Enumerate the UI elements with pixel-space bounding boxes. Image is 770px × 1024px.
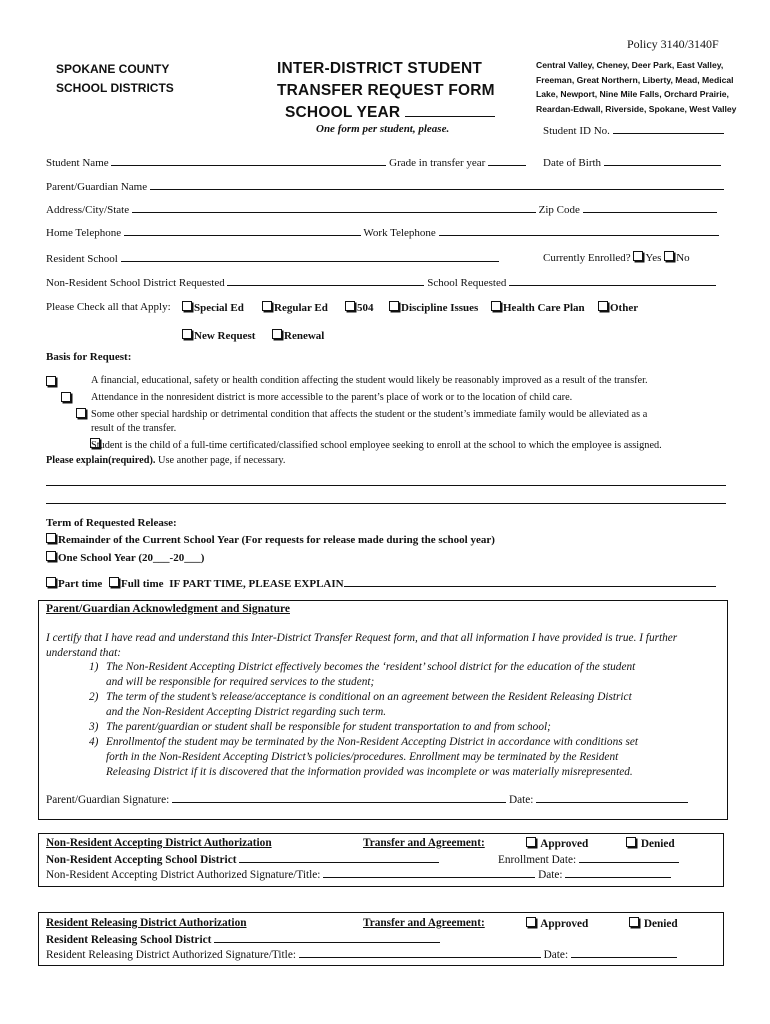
explain-line-2[interactable] — [46, 503, 726, 504]
basis-3-text-cont: result of the transfer. — [91, 423, 177, 434]
part-full-time-row: Part time Full time IF PART TIME, PLEASE EXPLAIN — [46, 576, 716, 590]
resident-school-row — [46, 251, 499, 265]
res-signature-field[interactable] — [299, 947, 541, 958]
currently-enrolled-label: Currently Enrolled? — [543, 252, 631, 264]
apply-option-regular-ed[interactable]: Regular Ed — [262, 301, 328, 314]
nonres-district-field[interactable] — [227, 275, 424, 286]
term-one-year-checkbox[interactable] — [46, 551, 56, 561]
home-phone-label: Home Telephone — [46, 227, 122, 239]
ack-heading: Parent/Guardian Acknowledgment and Signature — [46, 603, 290, 615]
work-phone-label: Work Telephone — [363, 227, 436, 239]
school-requested-field[interactable] — [509, 275, 716, 286]
nonres-signature-row: Non-Resident Accepting District Authorized Signature/Title: Date: — [46, 867, 671, 881]
renewal-option[interactable]: Renewal — [272, 329, 324, 342]
apply-option-health-care[interactable]: Health Care Plan — [491, 301, 585, 314]
basis-3-checkbox[interactable] — [76, 408, 86, 418]
apply-label: Please Check all that Apply: — [46, 301, 171, 313]
apply-option-other[interactable]: Other — [598, 301, 638, 314]
apply-option-discipline[interactable]: Discipline Issues — [389, 301, 478, 314]
basis-2-text: Attendance in the nonresident district is more accessible to the parent’s place of work or to the location of child care. — [91, 392, 573, 403]
parent-signature-label: Parent/Guardian Signature: — [46, 794, 170, 806]
zip-field[interactable] — [583, 202, 717, 213]
nonres-approved-checkbox[interactable] — [526, 837, 536, 847]
res-school-district-field[interactable] — [214, 932, 440, 943]
resident-school-field[interactable] — [121, 251, 499, 262]
basis-3-text: Some other special hardship or detrimental condition that affects the student or the student’s immediate family would be alleviated as a — [91, 409, 648, 420]
part-time-explain-field[interactable] — [344, 576, 716, 587]
student-name-field[interactable] — [111, 155, 386, 166]
res-approved-checkbox[interactable] — [526, 917, 536, 927]
part-time-checkbox[interactable] — [46, 577, 56, 587]
parent-signature-field[interactable] — [172, 792, 506, 803]
explain-note: Please explain(required). Use another page, if necessary. — [46, 455, 286, 466]
enrolled-row — [543, 251, 690, 264]
res-denied-checkbox[interactable] — [629, 917, 639, 927]
address-field[interactable] — [132, 202, 536, 213]
health-care-checkbox[interactable] — [491, 301, 501, 311]
ack-intro: I certify that I have read and understand this Inter-District Transfer Request form, and that all information I have provided is true. I further understand that: — [46, 632, 678, 659]
zip-label: Zip Code — [538, 204, 580, 216]
enrolled-yes-checkbox[interactable] — [633, 251, 643, 261]
nonres-district-label: Non-Resident School District Requested — [46, 277, 225, 289]
new-request-checkbox[interactable] — [182, 329, 192, 339]
basis-heading: Basis for Request: — [46, 351, 132, 363]
student-id-label: Student ID No. — [543, 125, 610, 137]
ack-item-2: 2) The term of the student’s release/acceptance is conditional on an agreement between the Resident Releasing District and the Non-Resident Accepting District regarding such term. — [89, 691, 632, 718]
form-title-line1: INTER-DISTRICT STUDENT — [277, 60, 483, 77]
enrolled-no-checkbox[interactable] — [664, 251, 674, 261]
parent-date-field[interactable] — [536, 792, 688, 803]
dob-label: Date of Birth — [543, 157, 602, 169]
term-heading: Term of Requested Release: — [46, 517, 177, 529]
nonres-transfer-label: Transfer and Agreement: — [363, 837, 485, 849]
school-year-label: SCHOOL YEAR — [285, 104, 401, 121]
parent-signature-row — [46, 792, 688, 806]
org-name-line1: SPOKANE COUNTY — [56, 62, 170, 76]
ack-item-3: 3) The parent/guardian or student shall be responsible for student transportation to and from school; — [89, 721, 551, 733]
student-name-row — [46, 155, 526, 169]
nonres-district-row: Non-Resident Accepting School District — [46, 852, 439, 866]
resident-school-label: Resident School — [46, 253, 118, 265]
grade-field[interactable] — [488, 155, 526, 166]
dob-row — [543, 155, 721, 169]
504-checkbox[interactable] — [345, 301, 355, 311]
nonres-district-row — [46, 275, 716, 289]
parent-name-field[interactable] — [150, 179, 724, 190]
form-subtitle: One form per student, please. — [316, 123, 450, 135]
enrolled-no-label: No — [676, 252, 690, 264]
enrollment-date-row: Enrollment Date: — [498, 852, 679, 866]
res-signature-row: Resident Releasing District Authorized Signature/Title: Date: — [46, 947, 677, 961]
org-name-line2: SCHOOL DISTRICTS — [56, 81, 174, 95]
nonres-signature-field[interactable] — [323, 867, 535, 878]
student-name-label: Student Name — [46, 157, 109, 169]
ack-item-4: 4) Enrollmentof the student may be terminated by the Non-Resident Accepting District in accordance with conditions set forth in the Non-Resident Accepting District’s policies/procedures. Enrollment may be terminated by the Resident Releasing District if it is discovered that the information provided was incomplete or was materially misrepresented. — [89, 736, 639, 778]
nonres-school-district-field[interactable] — [239, 852, 439, 863]
apply-option-504[interactable]: 504 — [345, 301, 374, 314]
discipline-checkbox[interactable] — [389, 301, 399, 311]
term-remainder-option[interactable]: Remainder of the Current School Year (For requests for release made during the school year) — [46, 533, 495, 546]
enrolled-yes-label: Yes — [645, 252, 662, 264]
new-request-option[interactable]: New Request — [182, 329, 255, 342]
enrollment-date-field[interactable] — [579, 852, 679, 863]
ack-list — [46, 660, 726, 780]
nonres-approved-option[interactable]: Approved — [526, 837, 588, 850]
district-list: Central Valley, Cheney, Deer Park, East Valley, Freeman, Great Northern, Liberty, Mead, Medical Lake, Newport, Nine Mile Falls, Orchard Prairie, Reardan-Edwall, Riverside, Spokane, West Valley — [536, 60, 737, 114]
res-heading: Resident Releasing District Authorization — [46, 917, 247, 929]
home-phone-field[interactable] — [124, 225, 361, 236]
nonres-date-field[interactable] — [565, 867, 671, 878]
policy-number: Policy 3140/3140F — [627, 37, 719, 51]
regular-ed-checkbox[interactable] — [262, 301, 272, 311]
nonres-denied-option[interactable]: Denied — [626, 837, 675, 850]
nonres-denied-checkbox[interactable] — [626, 837, 636, 847]
ack-item-1: 1) The Non-Resident Accepting District effectively becomes the ‘resident’ school district for the education of the student and will be responsible for required services to the student; — [89, 661, 636, 688]
parent-name-label: Parent/Guardian Name — [46, 181, 148, 193]
address-label: Address/City/State — [46, 204, 130, 216]
res-district-row: Resident Releasing School District — [46, 932, 440, 946]
basis-1-text: A financial, educational, safety or health condition affecting the student would likely be reasonably improved as a result of the transfer. — [91, 375, 648, 386]
full-time-checkbox[interactable] — [109, 577, 119, 587]
work-phone-field[interactable] — [439, 225, 719, 236]
student-id-row — [543, 123, 724, 137]
term-one-year-option[interactable]: One School Year (20___-20___) — [46, 551, 204, 564]
term-remainder-checkbox[interactable] — [46, 533, 56, 543]
basis-2-checkbox[interactable] — [61, 392, 71, 402]
apply-row — [46, 301, 171, 313]
phone-row — [46, 225, 719, 239]
address-row — [46, 202, 717, 216]
form-title-line3 — [285, 102, 495, 122]
renewal-checkbox[interactable] — [272, 329, 282, 339]
school-year-field[interactable] — [405, 102, 495, 117]
special-ed-checkbox[interactable] — [182, 301, 192, 311]
basis-4-text: Student is the child of a full-time certificated/classified school employee seeking to enroll at the school to which the employee is assigned. — [91, 440, 662, 451]
res-denied-option[interactable]: Denied — [629, 917, 678, 930]
parent-name-row — [46, 179, 724, 193]
apply-option-special-ed[interactable]: Special Ed — [182, 301, 244, 314]
explain-line-1[interactable] — [46, 485, 726, 486]
student-id-field[interactable] — [613, 123, 724, 134]
res-transfer-label: Transfer and Agreement: — [363, 917, 485, 929]
parent-date-label: Date: — [508, 794, 534, 806]
res-approved-option[interactable]: Approved — [526, 917, 588, 930]
basis-1-checkbox[interactable] — [46, 376, 56, 386]
school-requested-label: School Requested — [427, 277, 507, 289]
dob-field[interactable] — [604, 155, 721, 166]
grade-label: Grade in transfer year — [389, 157, 486, 169]
res-date-field[interactable] — [571, 947, 677, 958]
other-checkbox[interactable] — [598, 301, 608, 311]
form-title-line2: TRANSFER REQUEST FORM — [277, 82, 495, 99]
nonres-heading: Non-Resident Accepting District Authorization — [46, 837, 272, 849]
